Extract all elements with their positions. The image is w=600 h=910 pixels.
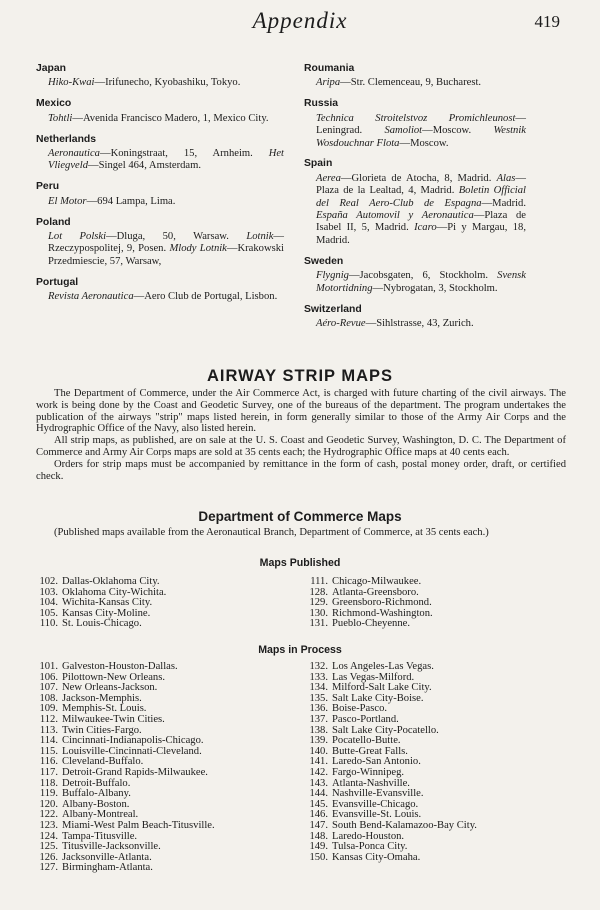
map-route: Titusville-Jacksonville. bbox=[62, 841, 161, 853]
country-entry bbox=[36, 98, 284, 125]
intro-paragraph: Orders for strip maps must be accompanied by remittance in the form of cash, postal money order, draft, or certified check. bbox=[36, 458, 566, 482]
map-route: Louisville-Cincinnati-Cleveland. bbox=[62, 745, 202, 757]
map-number: 144. bbox=[309, 788, 328, 800]
map-number: 134. bbox=[309, 682, 328, 694]
country-entry bbox=[304, 158, 526, 247]
map-number: 125. bbox=[39, 841, 58, 853]
map-number: 133. bbox=[309, 671, 328, 683]
map-number: 106. bbox=[39, 671, 58, 683]
maps-in-process-left-list bbox=[30, 662, 215, 874]
map-route: Milwaukee-Twin Cities. bbox=[62, 713, 165, 725]
map-number: 115. bbox=[39, 745, 58, 757]
periodical-title: Lot Polski bbox=[48, 231, 107, 243]
map-route: Boise-Pasco. bbox=[332, 703, 388, 715]
periodical-title: Icaro bbox=[414, 222, 437, 234]
maps-in-process-right-list bbox=[300, 662, 477, 863]
map-number: 117. bbox=[39, 766, 58, 778]
map-route: Los Angeles-Las Vegas. bbox=[332, 661, 434, 672]
country-entry bbox=[36, 63, 284, 90]
periodical-address: —Singel 464, Amsterdam. bbox=[88, 160, 202, 172]
map-list-item bbox=[300, 619, 433, 630]
map-number: 138. bbox=[309, 724, 328, 736]
periodical-listing bbox=[304, 113, 526, 150]
map-list-item bbox=[300, 853, 477, 864]
map-number: 139. bbox=[309, 735, 328, 747]
periodical-listing bbox=[36, 113, 284, 125]
map-route: Detroit-Grand Rapids-Milwaukee. bbox=[62, 766, 208, 778]
periodical-address: —Glorieta de Atocha, 8, Madrid. bbox=[340, 172, 497, 184]
periodical-title: Aéro-Revue bbox=[316, 317, 366, 329]
map-route: Salt Lake City-Pocatello. bbox=[332, 724, 439, 736]
map-list-item bbox=[30, 863, 215, 874]
map-number: 102. bbox=[39, 576, 58, 587]
periodical-address: —Sihlstrasse, 43, Zurich. bbox=[365, 317, 474, 329]
map-route: Las Vegas-Milford. bbox=[332, 671, 415, 683]
periodical-address: —Moscow. bbox=[399, 137, 449, 149]
country-name: Peru bbox=[36, 181, 60, 193]
map-route: Milford-Salt Lake City. bbox=[332, 682, 432, 694]
map-number: 112. bbox=[39, 713, 58, 725]
map-route: Jackson-Memphis. bbox=[62, 692, 142, 704]
map-number: 113. bbox=[39, 724, 58, 736]
map-number: 105. bbox=[39, 607, 58, 619]
map-route: Kansas City-Omaha. bbox=[332, 851, 421, 863]
map-number: 145. bbox=[309, 798, 328, 810]
periodical-title: Boletin Official del Real Aero-Club de Espagna bbox=[316, 185, 526, 209]
map-number: 101. bbox=[39, 661, 58, 672]
country-entry bbox=[36, 181, 284, 208]
map-route: Evansville-Chicago. bbox=[332, 798, 419, 810]
map-route: Pilottown-New Orleans. bbox=[62, 671, 165, 683]
map-number: 143. bbox=[309, 777, 328, 789]
periodical-listing bbox=[304, 270, 526, 295]
map-number: 148. bbox=[309, 830, 328, 842]
map-number: 104. bbox=[39, 597, 58, 609]
country-entry bbox=[304, 256, 526, 295]
periodical-listing bbox=[36, 291, 284, 303]
periodicals-right-column bbox=[304, 63, 526, 339]
periodical-title: Svensk Motortidning bbox=[316, 270, 526, 294]
periodical-title: Aripa bbox=[316, 77, 341, 89]
map-route: Cincinnati-Indianapolis-Chicago. bbox=[62, 735, 204, 747]
airway-strip-maps-heading: AIRWAY STRIP MAPS bbox=[206, 367, 394, 385]
map-number: 149. bbox=[309, 841, 328, 853]
country-entry bbox=[304, 63, 526, 90]
periodical-address: —Koningstraat, 15, Arnheim. bbox=[99, 148, 269, 160]
map-number: 109. bbox=[39, 703, 58, 715]
periodical-title: Mlody Lotnik bbox=[169, 243, 227, 255]
periodical-title: Flygnig bbox=[316, 270, 349, 282]
map-number: 127. bbox=[39, 862, 58, 874]
periodical-title: Alas bbox=[496, 172, 516, 184]
country-name: Japan bbox=[36, 63, 67, 74]
map-route: Jacksonville-Atlanta. bbox=[62, 851, 152, 863]
map-route: Laredo-San Antonio. bbox=[332, 756, 421, 768]
map-route: Evansville-St. Louis. bbox=[332, 809, 422, 821]
map-route: Atlanta-Nashville. bbox=[332, 777, 410, 789]
page-header bbox=[0, 8, 600, 38]
map-route: Albany-Boston. bbox=[62, 798, 130, 810]
periodical-address: —Jacobsgaten, 6, Stockholm. bbox=[348, 270, 498, 282]
map-route: Pueblo-Cheyenne. bbox=[332, 618, 410, 630]
map-route: Detroit-Buffalo. bbox=[62, 777, 131, 789]
map-route: Buffalo-Albany. bbox=[62, 788, 131, 800]
country-name: Switzerland bbox=[304, 303, 362, 315]
periodical-address: —Nybrogatan, 3, Stockholm. bbox=[372, 282, 498, 294]
map-number: 107. bbox=[39, 682, 58, 694]
map-number: 130. bbox=[309, 607, 328, 619]
map-number: 114. bbox=[39, 735, 58, 747]
map-route: Wichita-Kansas City. bbox=[62, 597, 153, 609]
country-entry bbox=[36, 134, 284, 173]
map-number: 111. bbox=[310, 576, 328, 587]
map-number: 147. bbox=[309, 819, 328, 831]
map-number: 103. bbox=[39, 586, 58, 598]
periodical-address: —Madrid. bbox=[481, 197, 526, 209]
map-number: 136. bbox=[309, 703, 328, 715]
map-number: 123. bbox=[39, 819, 58, 831]
periodical-address: —Krakowski Przedmiescie, 57, Warsaw, bbox=[48, 243, 284, 267]
commerce-maps-heading: Department of Commerce Maps bbox=[198, 509, 402, 524]
periodical-address: —Plaza de la Lealtad, 4, Madrid. bbox=[316, 172, 526, 197]
map-route: Nashville-Evansville. bbox=[332, 788, 424, 800]
periodicals-left-column bbox=[36, 63, 284, 312]
periodical-title: El Motor bbox=[48, 195, 87, 207]
map-route: Fargo-Winnipeg. bbox=[332, 766, 405, 778]
periodical-title: Samoliot bbox=[384, 125, 423, 137]
periodical-title: España Automovil y Aeronautica bbox=[316, 210, 474, 222]
country-name: Portugal bbox=[36, 276, 79, 288]
airway-intro bbox=[36, 388, 566, 482]
periodical-title: Westnik Wosdouchnar Flota bbox=[316, 125, 526, 149]
map-route: Tampa-Titusville. bbox=[62, 830, 138, 842]
country-name: Roumania bbox=[304, 63, 355, 74]
periodical-listing bbox=[304, 173, 526, 247]
periodical-title: Aeronautica bbox=[48, 148, 100, 160]
map-number: 122. bbox=[39, 809, 58, 821]
periodical-title: Tohtli bbox=[48, 112, 73, 124]
commerce-maps-note: (Published maps available from the Aeronautical Branch, Department of Commerce, at 35 cents each.) bbox=[54, 527, 489, 538]
map-route: Memphis-St. Louis. bbox=[62, 703, 147, 715]
map-route: Kansas City-Moline. bbox=[62, 607, 151, 619]
maps-published-left-list bbox=[30, 577, 166, 630]
periodical-listing bbox=[36, 148, 284, 173]
map-number: 119. bbox=[39, 788, 58, 800]
map-route: Greensboro-Richmond. bbox=[332, 597, 432, 609]
map-route: Richmond-Washington. bbox=[332, 607, 433, 619]
periodical-listing bbox=[36, 196, 284, 208]
map-list-item bbox=[30, 619, 166, 630]
map-route: New Orleans-Jackson. bbox=[62, 682, 158, 694]
map-number: 120. bbox=[39, 798, 58, 810]
map-route: Pasco-Portland. bbox=[332, 713, 399, 725]
map-number: 110. bbox=[39, 618, 58, 630]
map-number: 108. bbox=[39, 692, 58, 704]
map-number: 124. bbox=[39, 830, 58, 842]
periodical-address: —Irifunecho, Kyobashiku, Tokyo. bbox=[94, 77, 241, 89]
country-name: Netherlands bbox=[36, 133, 97, 145]
map-route: Atlanta-Greensboro. bbox=[332, 586, 419, 598]
map-route: Laredo-Houston. bbox=[332, 830, 405, 842]
periodical-address: —Pi y Margau, 18, Madrid. bbox=[316, 222, 526, 246]
periodical-address: —Rzeczypospolitej, 9, Posen. bbox=[48, 231, 284, 255]
periodical-title: Het Vliegveld bbox=[48, 148, 284, 172]
intro-paragraph: The Department of Commerce, under the Air Commerce Act, is charged with future charting of the civil airways. The work is being done by the Coast and Geodetic Survey, one of the bureaus of the department. The program undertakes the publication of the airways "strip" maps listed herein, in form generally similar to those of the Army Air Corps and the Hydrographic Office of the Navy, also listed herein. bbox=[36, 388, 566, 435]
country-name: Mexico bbox=[36, 98, 72, 110]
periodical-address: —Plaza de Isabel II, 5, Madrid. bbox=[316, 210, 526, 234]
periodical-address: —Leningrad. bbox=[316, 112, 526, 137]
country-entry bbox=[36, 217, 284, 269]
map-route: Miami-West Palm Beach-Titusville. bbox=[62, 819, 215, 831]
page-title: Appendix bbox=[252, 8, 348, 33]
country-name: Poland bbox=[36, 216, 71, 228]
map-route: Tulsa-Ponca City. bbox=[332, 841, 408, 853]
map-route: Butte-Great Falls. bbox=[332, 745, 408, 757]
map-route: Galveston-Houston-Dallas. bbox=[62, 661, 178, 672]
map-number: 129. bbox=[309, 597, 328, 609]
periodical-address: —Str. Clemenceau, 9, Bucharest. bbox=[340, 77, 482, 89]
map-route: Oklahoma City-Wichita. bbox=[62, 586, 167, 598]
map-route: Chicago-Milwaukee. bbox=[332, 576, 422, 587]
map-route: Albany-Montreal. bbox=[62, 809, 139, 821]
map-number: 118. bbox=[39, 777, 58, 789]
periodical-title: Revista Aeronautica bbox=[48, 291, 134, 303]
map-number: 131. bbox=[309, 618, 328, 630]
maps-published-right-list bbox=[300, 577, 433, 630]
map-number: 132. bbox=[309, 661, 328, 672]
page-number: 419 bbox=[534, 12, 560, 31]
periodical-title: Technica Stroitelstvoz Promichleunost bbox=[316, 112, 516, 124]
maps-in-process-heading: Maps in Process bbox=[258, 644, 342, 656]
country-name: Sweden bbox=[304, 255, 344, 267]
country-name: Russia bbox=[304, 98, 339, 110]
map-route: Salt Lake City-Boise. bbox=[332, 692, 424, 704]
periodical-listing bbox=[36, 231, 284, 268]
map-number: 140. bbox=[309, 745, 328, 757]
map-number: 135. bbox=[309, 692, 328, 704]
map-number: 126. bbox=[39, 851, 58, 863]
map-route: Pocatello-Butte. bbox=[332, 735, 401, 747]
map-route: St. Louis-Chicago. bbox=[62, 618, 142, 630]
map-route: Dallas-Oklahoma City. bbox=[62, 576, 160, 587]
intro-paragraph: All strip maps, as published, are on sale at the U. S. Coast and Geodetic Survey, Washington, D. C. The Department of Commerce and Army Air Corps maps are sold at 35 cents each; the Hydrographic Office maps at 40 cents each. bbox=[36, 435, 566, 458]
periodical-title: Lotnik bbox=[246, 231, 274, 243]
map-route: Twin Cities-Fargo. bbox=[62, 724, 142, 736]
country-name: Spain bbox=[304, 158, 333, 170]
map-route: South Bend-Kalamazoo-Bay City. bbox=[332, 819, 477, 831]
periodical-address: —Avenida Francisco Madero, 1, Mexico City. bbox=[72, 112, 269, 124]
map-number: 150. bbox=[309, 851, 328, 863]
periodical-address: —694 Lampa, Lima. bbox=[86, 195, 176, 207]
periodical-listing bbox=[304, 77, 526, 89]
map-number: 141. bbox=[309, 756, 328, 768]
periodical-listing bbox=[304, 318, 526, 330]
map-route: Cleveland-Buffalo. bbox=[62, 756, 144, 768]
periodical-title: Hiko-Kwai bbox=[48, 77, 95, 89]
map-number: 142. bbox=[309, 766, 328, 778]
map-number: 137. bbox=[309, 713, 328, 725]
country-entry bbox=[304, 304, 526, 331]
periodical-address: —Aero Club de Portugal, Lisbon. bbox=[133, 291, 278, 303]
periodical-address: —Moscow. bbox=[422, 125, 494, 137]
map-route: Birmingham-Atlanta. bbox=[62, 862, 153, 874]
map-number: 116. bbox=[39, 756, 58, 768]
country-entry bbox=[304, 98, 526, 150]
periodical-title: Aerea bbox=[316, 172, 341, 184]
periodical-listing bbox=[36, 77, 284, 89]
periodical-address: —Dluga, 50, Warsaw. bbox=[106, 231, 247, 243]
maps-published-heading: Maps Published bbox=[259, 557, 341, 569]
map-number: 146. bbox=[309, 809, 328, 821]
country-entry bbox=[36, 277, 284, 304]
map-number: 128. bbox=[309, 586, 328, 598]
